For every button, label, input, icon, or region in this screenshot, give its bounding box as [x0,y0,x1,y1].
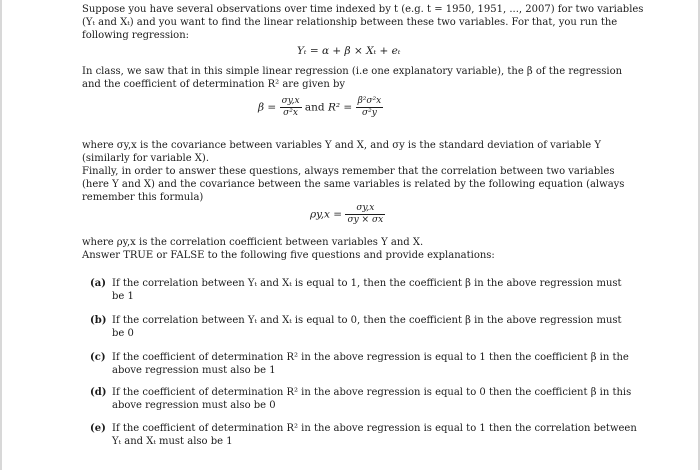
question-b [90,314,620,340]
question-text-line-2: be 0 [112,328,134,339]
intro-line-1: Suppose you have several observations over time indexed by t (e.g. t = 1950, 1951, ..., 2007) for two variables [82,4,644,15]
question-label: (c) [90,352,106,363]
where2-line-1: where ρy,x is the correlation coefficient between variables Y and X. [82,237,424,248]
question-text-line-2: above regression must also be 1 [112,365,276,376]
left-page-edge [0,0,2,470]
r2-fraction [356,96,384,119]
question-label: (a) [90,278,106,289]
intro-line-3: following regression: [82,30,190,41]
rho-fraction [345,203,385,226]
r2-denominator: σ²y [361,108,377,118]
question-a [90,277,620,303]
intro-line-2: (Yₜ and Xₜ) and you want to find the linear relationship between these two variables. For that, you run the [82,17,618,28]
r2-lhs: R² = [327,101,353,114]
where-line-2: (similarly for variable X). [82,153,210,164]
question-text-line-1: If the correlation between Yₜ and Xₜ is equal to 0, then the coefficient β in the above regression must [112,315,622,326]
question-text-line-1: If the correlation between Yₜ and Xₜ is equal to 1, then the coefficient β in the above regression must [112,278,622,289]
rho-lhs: ρy,x = [310,208,343,221]
beta-numerator: σy,x [281,96,300,106]
beta-r2-equation [258,96,383,119]
where-line-1: where σy,x is the covariance between variables Y and X, and σy is the standard deviation of variable Y [82,140,601,151]
question-text-line-1: If the coefficient of determination R² in the above regression is equal to 0 then the coefficient β in this [112,387,632,398]
question-text-line-1: If the coefficient of determination R² in the above regression is equal to 1 then the correlation between [112,423,637,434]
question-text-line-1: If the coefficient of determination R² in the above regression is equal to 1 then the coefficient β in the [112,352,629,363]
class-note-line-1: In class, we saw that in this simple linear regression (i.e one explanatory variable), the β of the regression [82,66,623,77]
correlation-equation [310,203,385,226]
where2-line-2: Answer TRUE or FALSE to the following five questions and provide explanations: [82,250,495,261]
where-line-5: remember this formula) [82,192,204,203]
where-line-4: (here Y and X) and the covariance between the same variables is related by the following equation (always [82,179,625,190]
beta-fraction [280,96,302,119]
rho-numerator: σy,x [345,203,385,215]
question-text-line-2: Yₜ and Xₜ must also be 1 [112,436,233,447]
question-d [90,386,632,412]
class-note-line-2: and the coefficient of determination R² are given by [82,79,346,90]
question-text-line-2: above regression must also be 0 [112,400,276,411]
beta-lhs: β = [258,101,277,114]
question-label: (d) [90,387,107,398]
question-c [90,351,629,377]
regression-equation: Yₜ = α + β × Xₜ + eₜ [297,45,401,57]
where-line-3: Finally, in order to answer these questions, always remember that the correlation between two variables [82,166,615,177]
rho-denominator: σy × σx [347,215,384,225]
r2-numerator: β²σ²x [357,96,382,106]
question-e [90,422,637,448]
question-label: (e) [90,423,106,434]
beta-denominator: σ²x [283,108,298,118]
question-text-line-2: be 1 [112,291,134,302]
and-word: and [304,101,325,114]
question-label: (b) [90,315,107,326]
